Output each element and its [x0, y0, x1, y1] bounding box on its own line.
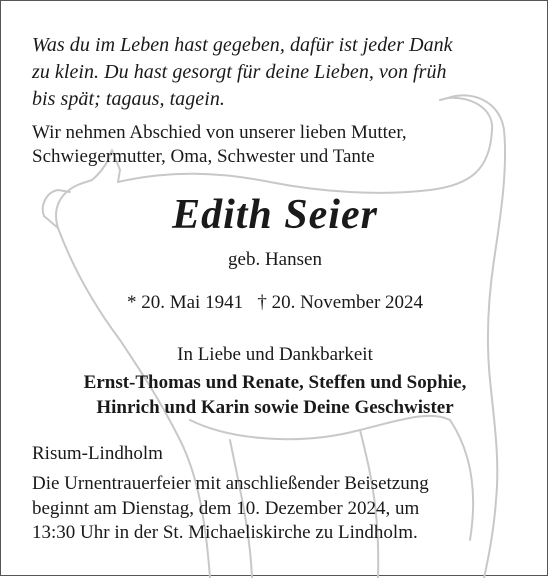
- service-line-1: Die Urnentrauerfeier mit anschließender Beisetzung: [32, 473, 429, 494]
- verse-line-2: zu klein. Du hast gesorgt für deine Lieben, von früh: [32, 61, 447, 83]
- service-line-2: beginnt am Dienstag, dem 10. Dezember 2024, um: [32, 498, 420, 519]
- mourners-line-1: Ernst-Thomas und Renate, Steffen und Sophie,: [83, 372, 467, 393]
- verse-line-1: Was du im Leben hast gegeben, dafür ist jeder Dank: [32, 34, 453, 56]
- life-dates: * 20. Mai 1941 † 20. November 2024: [126, 292, 424, 313]
- intro-line-1: Wir nehmen Abschied von unserer lieben Mutter,: [32, 122, 407, 143]
- deceased-name: Edith Seier: [172, 192, 378, 238]
- service-line-3: 13:30 Uhr in der St. Michaeliskirche zu Lindholm.: [32, 522, 418, 543]
- mourners-intro: In Liebe und Dankbarkeit: [177, 344, 373, 365]
- place: Risum-Lindholm: [32, 443, 163, 464]
- intro-line-2: Schwiegermutter, Oma, Schwester und Tante: [32, 146, 375, 167]
- mourners-line-2: Hinrich und Karin sowie Deine Geschwister: [96, 397, 454, 418]
- maiden-name: geb. Hansen: [228, 249, 322, 270]
- verse-line-3: bis spät; tagaus, tagein.: [32, 88, 225, 110]
